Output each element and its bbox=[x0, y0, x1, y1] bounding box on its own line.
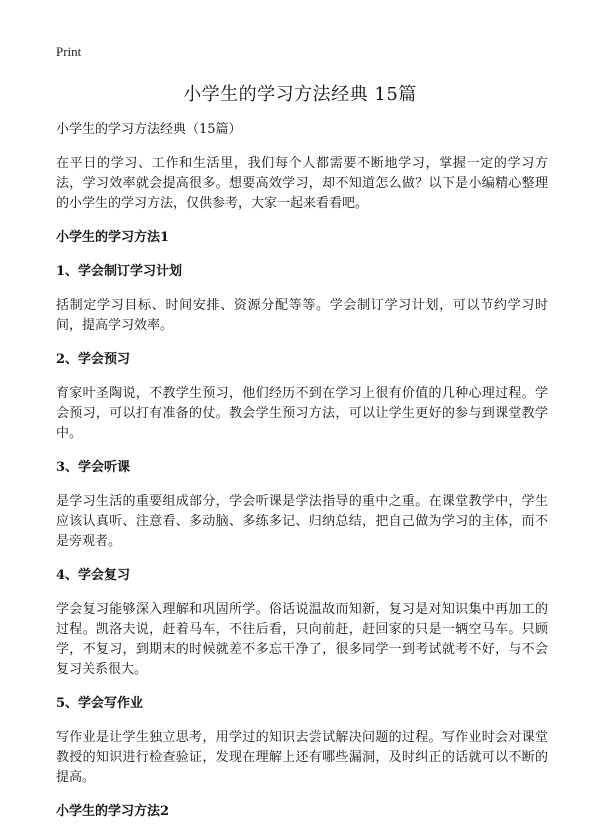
section-heading-2: 小学生的学习方法2 bbox=[56, 804, 170, 819]
item-heading-listen: 3、学会听课 bbox=[56, 460, 131, 475]
item-body-listen: 是学习生活的重要组成部分，学会听课是学法指导的重中之重。在课堂教学中，学生应该认真听、注意看、多动脑、多练多记、归纳总结，把自己做为学习的主体，而不是旁观者。 bbox=[56, 494, 548, 549]
item-body-plan: 括制定学习目标、时间安排、资源分配等等。学会制订学习计划，可以节约学习时间，提高学习效率。 bbox=[56, 298, 548, 333]
document-body bbox=[56, 120, 548, 836]
section-heading-1: 小学生的学习方法1 bbox=[56, 230, 170, 245]
item-body-review: 学会复习能够深入理解和巩固所学。俗话说温故而知新，复习是对知识集中再加工的过程。凯洛夫说，赶着马车，不往后看，只向前赶，赶回家的只是一辆空马车。只顾学，不复习，到期末的时候就差不多忘干净了，很多同学一到考试就考不好，与不会复习关系很大。 bbox=[56, 602, 548, 677]
item-body-preview: 育家叶圣陶说，不教学生预习，他们经历不到在学习上很有价值的几种心理过程。学会预习，可以打有准备的仗。教会学生预习方法，可以让学生更好的参与到课堂教学中。 bbox=[56, 386, 548, 441]
intro-paragraph: 在平日的学习、工作和生活里，我们每个人都需要不断地学习，掌握一定的学习方法，学习效率就会提高很多。想要高效学习，却不知道怎么做？以下是小编精心整理的小学生的学习方法，仅供参考，大家一起来看看吧。 bbox=[56, 156, 548, 211]
item-heading-preview: 2、学会预习 bbox=[56, 352, 131, 367]
item-body-homework: 写作业是让学生独立思考，用学过的知识去尝试解决问题的过程。写作业时会对课堂教授的知识进行检查验证，发现在理解上还有哪些漏洞，及时纠正的话就可以不断的提高。 bbox=[56, 730, 548, 785]
item-heading-plan: 1、学会制订学习计划 bbox=[56, 264, 183, 279]
document-subtitle: 小学生的学习方法经典（15篇） bbox=[56, 122, 242, 137]
print-link[interactable]: Print bbox=[56, 44, 82, 59]
document-title: 小学生的学习方法经典 15篇 bbox=[183, 84, 417, 105]
item-heading-review: 4、学会复习 bbox=[56, 568, 131, 583]
item-heading-homework: 5、学会写作业 bbox=[56, 696, 144, 711]
